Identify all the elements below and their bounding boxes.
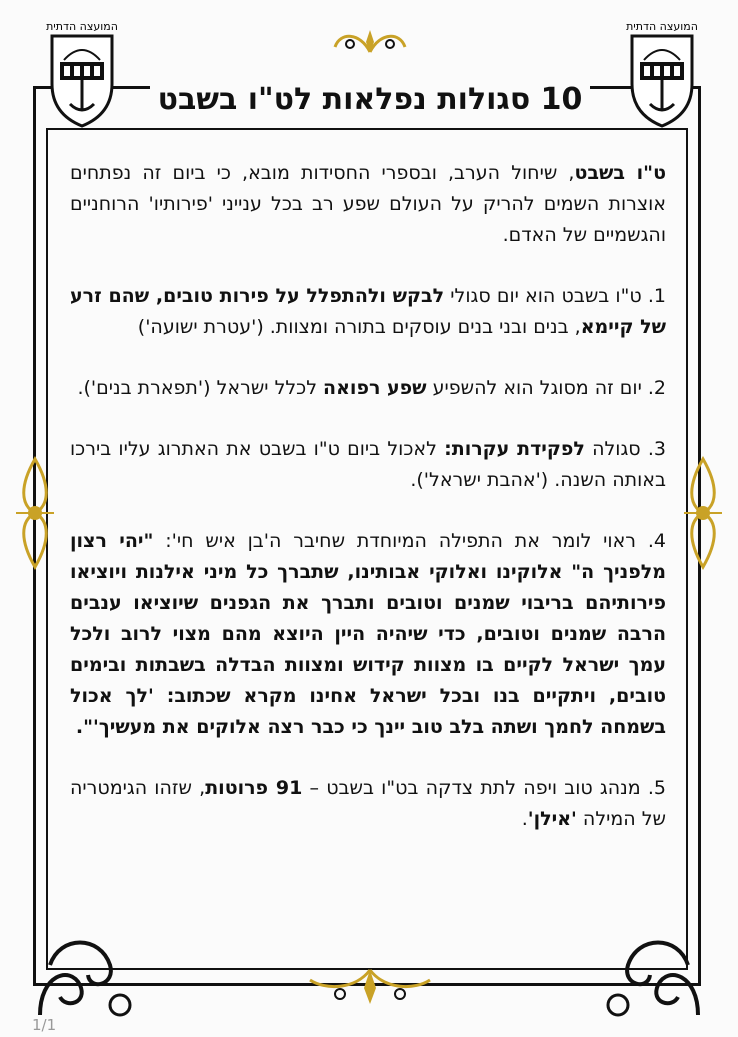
- item-bold-text: 'אילן': [527, 808, 577, 830]
- item-bold-text: לבקש ולהתפלל על פירות טובים, שהם זרע של קיימא: [70, 285, 666, 338]
- intro-paragraph: [70, 158, 666, 251]
- item-text: ט"ו בשבט הוא יום סגולי: [444, 285, 642, 307]
- item-number: 1.: [647, 285, 666, 307]
- corner-swirl-icon: [598, 925, 708, 1025]
- logo-text: המועצה הדתית: [46, 20, 118, 33]
- item-text: , בנים ובני בנים עוסקים בתורה ומצוות. ('עטרת ישועה'): [137, 316, 581, 338]
- item-number: 2.: [647, 377, 666, 399]
- list-item: [70, 526, 666, 743]
- item-bold-text: שפע רפואה: [323, 377, 427, 399]
- list-item: [70, 434, 666, 496]
- bottom-ornament-icon: [300, 960, 440, 1010]
- logo-text: המועצה הדתית: [626, 20, 698, 33]
- item-number: 4.: [647, 530, 667, 552]
- page-indicator: 1/1: [32, 1016, 57, 1034]
- intro-text: , שיחול הערב, ובספרי החסידות מובא, כי ביום זה נפתחים אוצרות השמים להריק על העולם שפע רב בכל ענייני 'פירותיו' הרוחניים והגשמיים של האדם.: [70, 162, 666, 246]
- gold-side-ornament-icon: [680, 455, 726, 571]
- item-bold-text: 91 פרוטות: [205, 777, 303, 799]
- list-item: [70, 281, 666, 343]
- item-number: 3.: [647, 438, 667, 460]
- item-text: , שזהו הגימטריה של המילה: [70, 777, 666, 830]
- item-text: לכלל ישראל ('תפארת בנים').: [77, 377, 324, 399]
- article-body: [70, 158, 666, 865]
- gold-side-ornament-icon: [12, 455, 58, 571]
- religious-council-logo-icon: [618, 14, 706, 134]
- list-item: [70, 773, 666, 835]
- item-bold-text: לפקידת עקרות:: [444, 438, 585, 460]
- item-text: ראוי לומר את התפילה המיוחדת שחיבר ה'בן איש חי':: [165, 530, 637, 552]
- item-bold-text: "יהי רצון מלפניך ה" אלוקינו ואלוקי אבותינו, שתברך כל מיני אילנות ויוציאו פירותיהם בריבוי שמנים וטובים ותברך את הגפנים שיוציאו ענבים הרבה שמנים וטובים, כדי שיהיה היין היוצא מהם מצוי לרוב ולכל עמך ישראל לקיים בו מצוות קידוש ומצוות הבדלה בשבתות ובימים טובים, ויתקיים בנו ובכל ישראל אחינו מקרא שכתוב: 'לך אכול בשמחה לחמך ושתה בלב טוב יינך כי כבר רצה אלוקים את מעשיך'".: [70, 530, 666, 738]
- list-item: [70, 373, 666, 404]
- corner-swirl-icon: [30, 925, 140, 1025]
- item-text: מנהג טוב ויפה לתת צדקה בט"ו בשבט –: [302, 777, 641, 799]
- top-ornament-icon: [330, 22, 410, 62]
- item-text: סגולה: [584, 438, 641, 460]
- intro-lead: ט"ו בשבט: [574, 162, 666, 184]
- item-text: יום זה מסוגל הוא להשפיע: [426, 377, 642, 399]
- religious-council-logo-icon: [38, 14, 126, 134]
- page-title: 10 סגולות נפלאות לט"ו בשבט: [150, 82, 590, 117]
- item-text: לאכול ביום ט"ו בשבט את האתרוג עליו בירכו באותה השנה. ('אהבת ישראל').: [70, 438, 666, 491]
- item-text: .: [521, 808, 528, 830]
- item-number: 5.: [647, 777, 667, 799]
